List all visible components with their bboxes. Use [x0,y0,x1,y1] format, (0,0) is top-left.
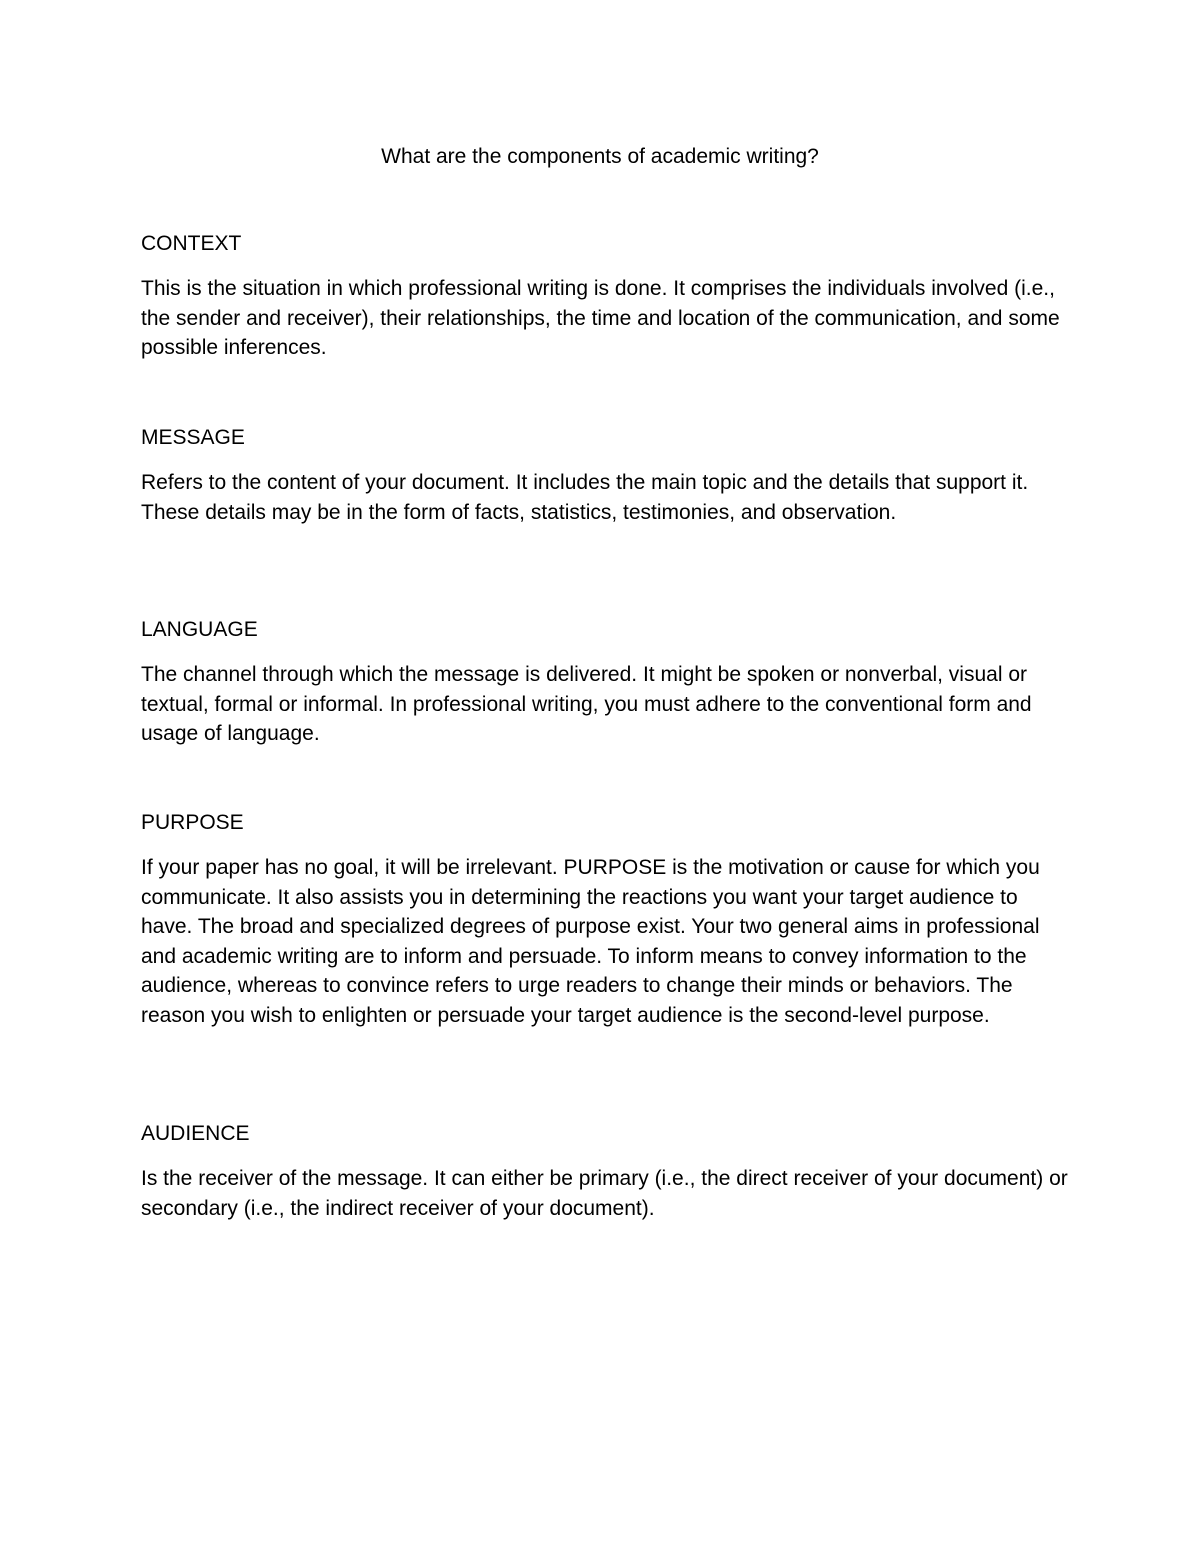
section-body: This is the situation in which professional writing is done. It comprises the individuals involved (i.e., the sender and receiver), their relationships, the time and location of the communication, and some possible inferences. [141,277,1060,359]
section-body: If your paper has no goal, it will be irrelevant. PURPOSE is the motivation or cause for which you communicate. It also assists you in determining the reactions you want your target audience to have. The broad and specialized degrees of purpose exist. Your two general aims in professional and academic writing are to inform and persuade. To inform means to convey information to the audience, whereas to convince refers to urge readers to change their minds or behaviors. The reason you wish to enlighten or persuade your target audience is the second-level purpose. [141,856,1040,1027]
section-heading: LANGUAGE [141,618,258,641]
section-heading: CONTEXT [141,232,242,255]
section-purpose [141,808,1071,1030]
section-heading: AUDIENCE [141,1122,250,1145]
section-body: The channel through which the message is delivered. It might be spoken or nonverbal, visual or textual, formal or informal. In professional writing, you must adhere to the conventional form and usage of language. [141,663,1032,745]
section-body: Is the receiver of the message. It can either be primary (i.e., the direct receiver of your document) or secondary (i.e., the indirect receiver of your document). [141,1167,1068,1220]
section-heading: MESSAGE [141,426,245,449]
document-title: What are the components of academic writing? [381,145,819,168]
section-language [141,615,1071,749]
section-audience [141,1119,1071,1223]
section-heading: PURPOSE [141,811,244,834]
section-context [141,229,1071,363]
section-body: Refers to the content of your document. It includes the main topic and the details that support it. These details may be in the form of facts, statistics, testimonies, and observation. [141,471,1029,524]
section-message [141,423,1071,527]
